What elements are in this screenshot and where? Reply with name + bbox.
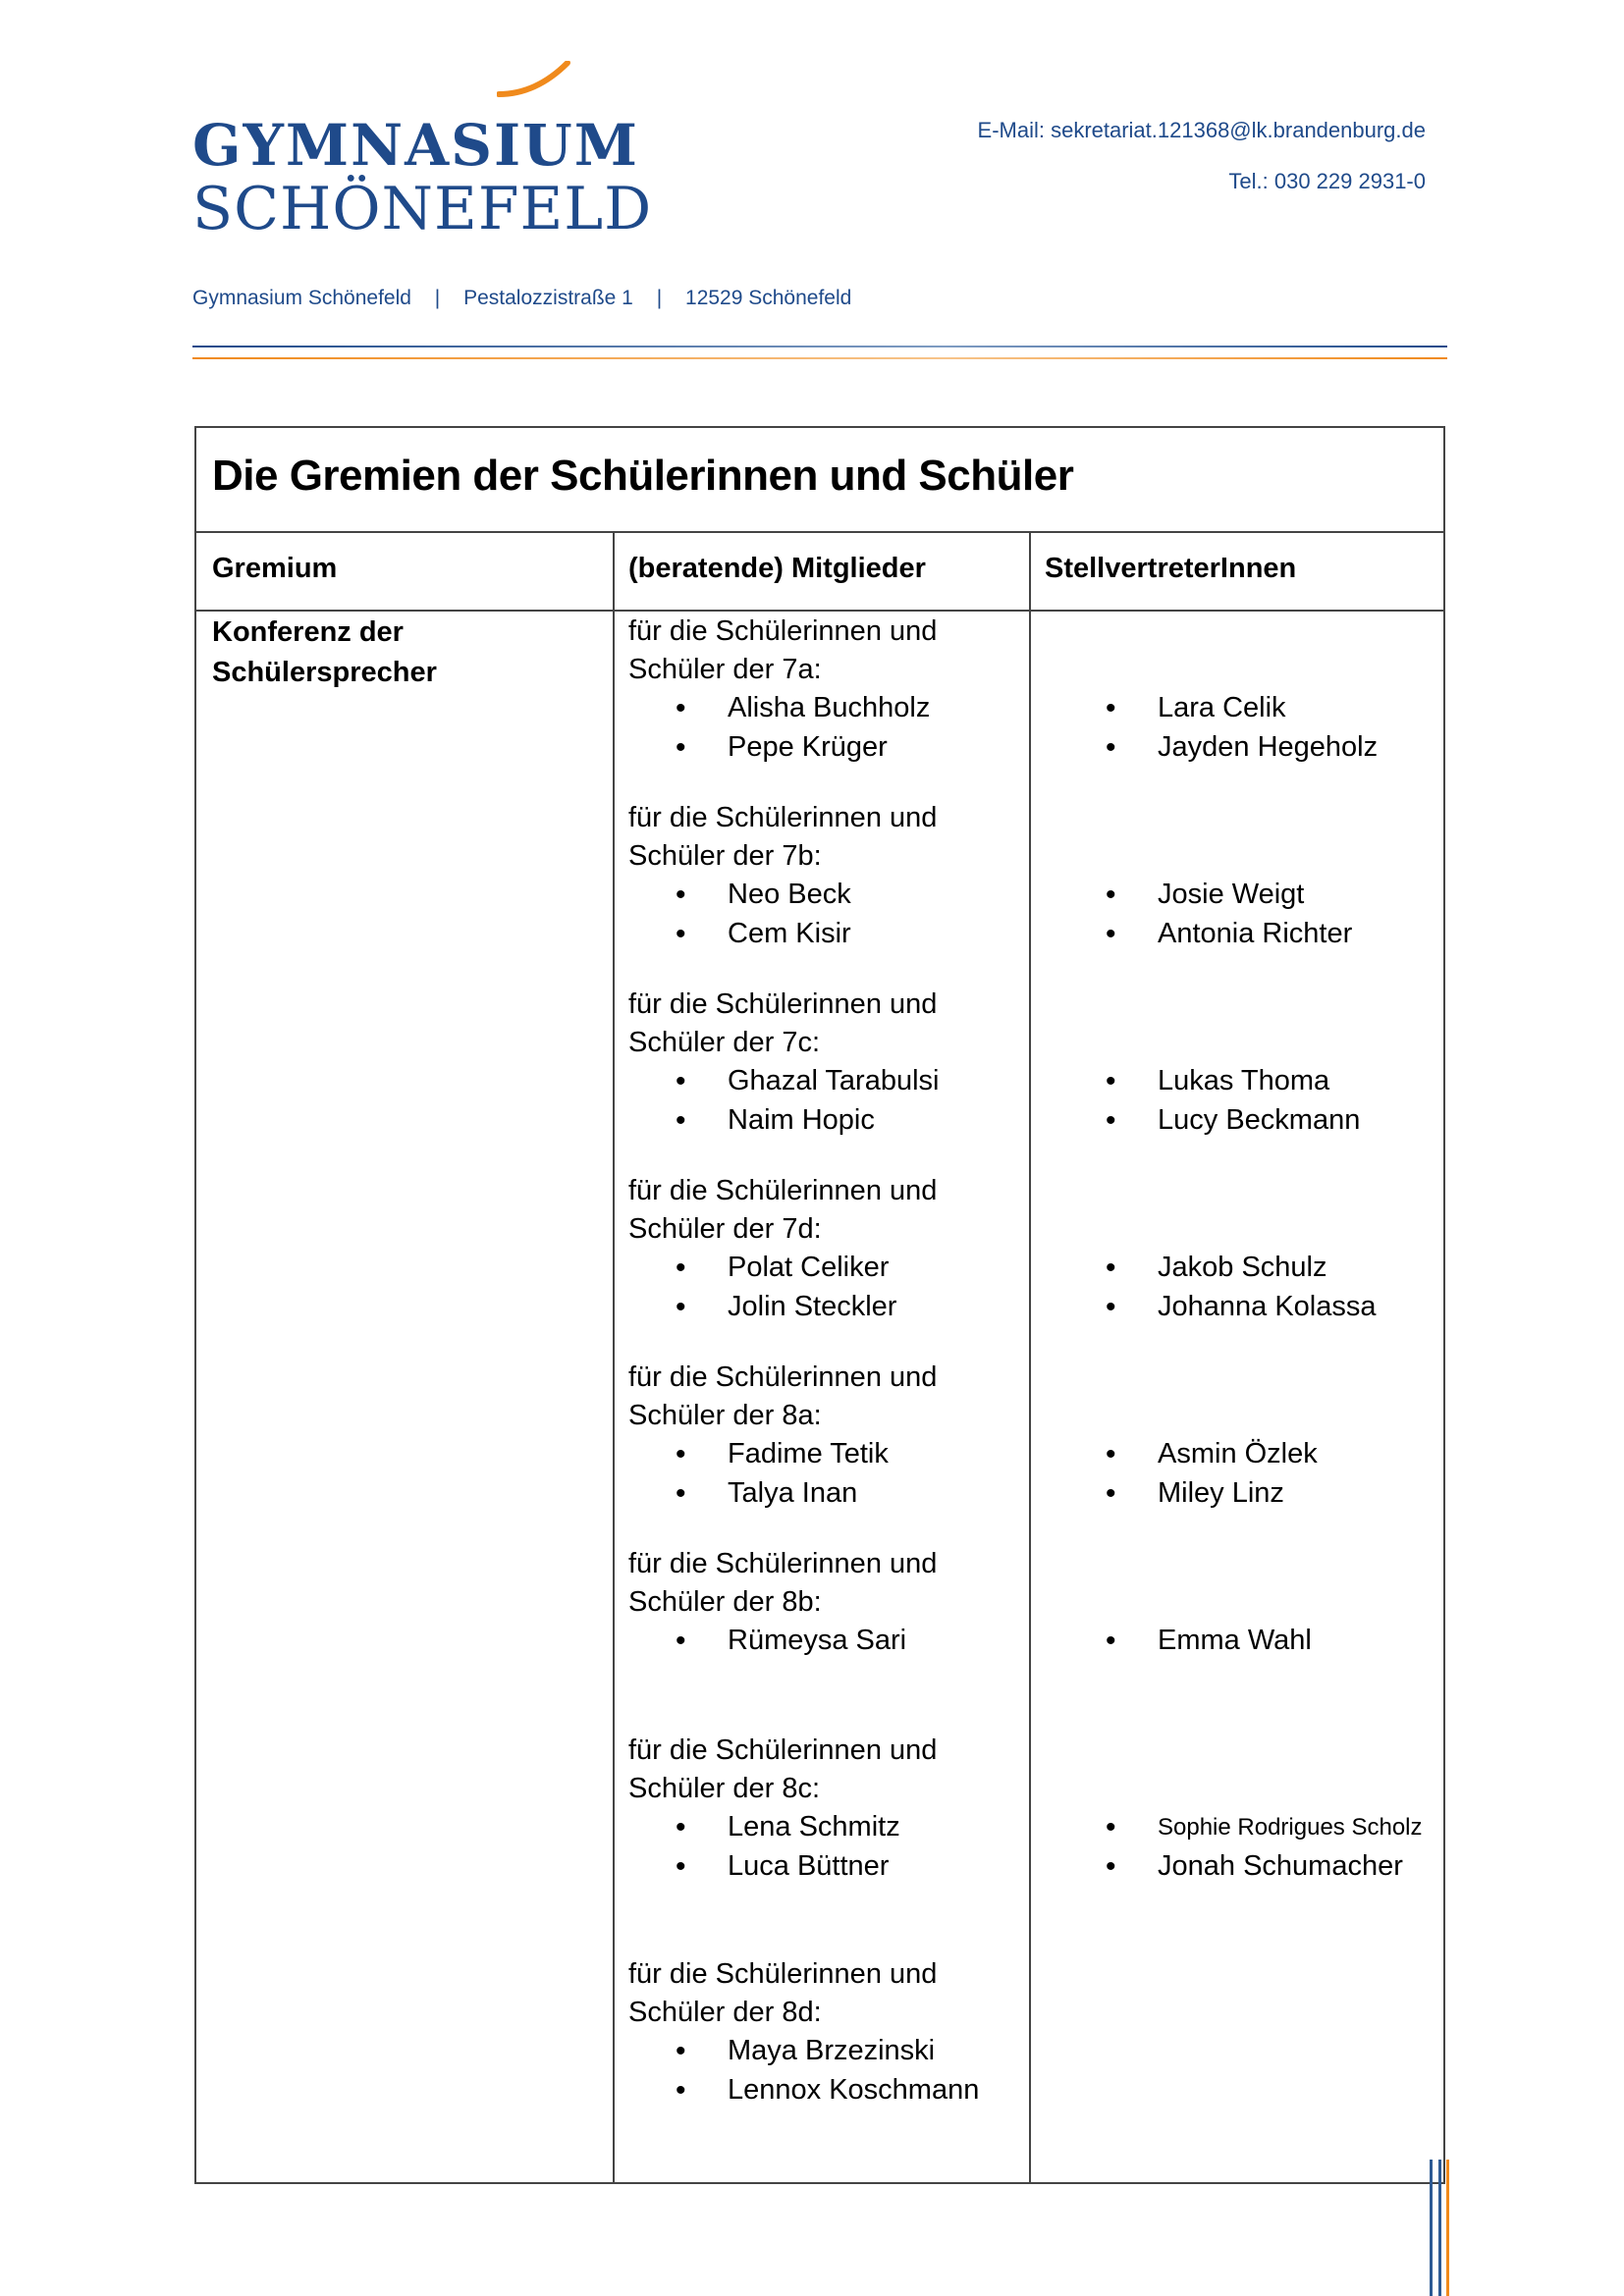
member-item: • Rümeysa Sari <box>628 1622 1021 1661</box>
class-intro: für die Schülerinnen und Schüler der 7c: <box>628 988 938 1058</box>
deputy-list <box>1045 1622 1437 1661</box>
deputy-group <box>1045 1062 1437 1140</box>
class-intro: für die Schülerinnen und Schüler der 8b: <box>628 1548 938 1618</box>
member-item: • Polat Celiker <box>628 1249 1021 1288</box>
deputy-item: • Josie Weigt <box>1045 876 1437 915</box>
member-item: • Luca Büttner <box>628 1847 1021 1887</box>
member-item: • Talya Inan <box>628 1474 1021 1514</box>
header-rule-blue <box>192 346 1447 347</box>
member-item: • Neo Beck <box>628 876 1021 915</box>
deputy-list <box>1045 1249 1437 1326</box>
member-group <box>628 1545 1021 1661</box>
member-item: • Lena Schmitz <box>628 1808 1021 1847</box>
deputy-list <box>1045 1062 1437 1140</box>
address-school-name: Gymnasium Schönefeld <box>192 287 411 309</box>
deputy-group <box>1045 1622 1437 1661</box>
member-item: • Cem Kisir <box>628 915 1021 954</box>
edge-bar-orange <box>1446 2160 1449 2296</box>
deputy-item: • Miley Linz <box>1045 1474 1437 1514</box>
deputy-item: • Asmin Özlek <box>1045 1435 1437 1474</box>
member-group <box>628 1172 1021 1326</box>
table-title-row <box>196 428 1443 533</box>
deputy-item: • Lara Celik <box>1045 689 1437 728</box>
deputy-item: • Lukas Thoma <box>1045 1062 1437 1101</box>
table-header-row <box>196 531 1443 612</box>
deputy-item: • Jonah Schumacher <box>1045 1847 1437 1887</box>
header-members: (beratende) Mitglieder <box>628 553 926 584</box>
deputy-item: • Antonia Richter <box>1045 915 1437 954</box>
deputy-item: • Johanna Kolassa <box>1045 1288 1437 1327</box>
address-separator: | <box>434 287 441 309</box>
deputy-group <box>1045 876 1437 953</box>
class-intro: für die Schülerinnen und Schüler der 7b: <box>628 802 938 872</box>
member-list <box>628 2032 1021 2109</box>
member-list <box>628 1062 1021 1140</box>
member-group <box>628 1955 1021 2109</box>
header-gremium: Gremium <box>212 553 338 584</box>
member-group <box>628 1732 1021 1886</box>
logo-text-line2: SCHÖNEFELD <box>192 175 653 243</box>
contact-phone: Tel.: 030 229 2931-0 <box>1228 169 1426 193</box>
class-intro: für die Schülerinnen und Schüler der 7d: <box>628 1175 938 1245</box>
deputy-item: • Jayden Hegeholz <box>1045 728 1437 768</box>
address-city: 12529 Schönefeld <box>685 287 852 309</box>
logo-swoosh-icon <box>497 61 575 100</box>
member-list <box>628 1622 1021 1661</box>
member-list <box>628 876 1021 953</box>
gremium-name: Konferenz der Schülersprecher <box>212 616 437 688</box>
member-item: • Fadime Tetik <box>628 1435 1021 1474</box>
deputy-item: • Lucy Beckmann <box>1045 1101 1437 1141</box>
column-divider <box>613 531 615 2182</box>
contact-email: E-Mail: sekretariat.121368@lk.brandenburg.de <box>977 118 1426 142</box>
member-group <box>628 613 1021 767</box>
address-separator: | <box>656 287 663 309</box>
member-group <box>628 1359 1021 1513</box>
member-item: • Jolin Steckler <box>628 1288 1021 1327</box>
school-logo <box>192 69 653 243</box>
member-list <box>628 1249 1021 1326</box>
member-item: • Pepe Krüger <box>628 728 1021 768</box>
logo-text-line1: GYMNASIUM <box>192 112 639 179</box>
member-item: • Naim Hopic <box>628 1101 1021 1141</box>
member-list <box>628 689 1021 767</box>
deputy-item: • Jakob Schulz <box>1045 1249 1437 1288</box>
address-line <box>192 287 851 310</box>
edge-bar-blue <box>1430 2160 1433 2296</box>
member-item: • Ghazal Tarabulsi <box>628 1062 1021 1101</box>
header-deputies: StellvertreterInnen <box>1045 553 1297 584</box>
class-intro: für die Schülerinnen und Schüler der 8d: <box>628 1958 938 2028</box>
deputy-list <box>1045 689 1437 767</box>
member-item: • Lennox Koschmann <box>628 2071 1021 2110</box>
contact-block <box>978 116 1426 218</box>
table-title: Die Gremien der Schülerinnen und Schüler <box>212 452 1074 500</box>
deputy-group <box>1045 1249 1437 1326</box>
member-group <box>628 799 1021 953</box>
class-intro: für die Schülerinnen und Schüler der 8c: <box>628 1735 938 1804</box>
column-divider <box>1029 531 1031 2182</box>
edge-bar-blue <box>1438 2160 1441 2296</box>
class-intro: für die Schülerinnen und Schüler der 7a: <box>628 615 938 685</box>
deputy-list <box>1045 1808 1437 1886</box>
header-rule-orange <box>192 357 1447 359</box>
deputy-group <box>1045 1808 1437 1886</box>
member-list <box>628 1435 1021 1513</box>
member-list <box>628 1808 1021 1886</box>
deputy-group <box>1045 689 1437 767</box>
deputy-list <box>1045 876 1437 953</box>
address-street: Pestalozzistraße 1 <box>463 287 633 309</box>
deputy-item: • Emma Wahl <box>1045 1622 1437 1661</box>
member-item: • Alisha Buchholz <box>628 689 1021 728</box>
member-item: • Maya Brzezinski <box>628 2032 1021 2071</box>
committee-table <box>194 426 1445 2184</box>
class-intro: für die Schülerinnen und Schüler der 8a: <box>628 1362 938 1431</box>
member-group <box>628 986 1021 1140</box>
deputy-group <box>1045 1435 1437 1513</box>
deputy-list <box>1045 1435 1437 1513</box>
deputy-item: • Sophie Rodrigues Scholz <box>1045 1808 1437 1847</box>
